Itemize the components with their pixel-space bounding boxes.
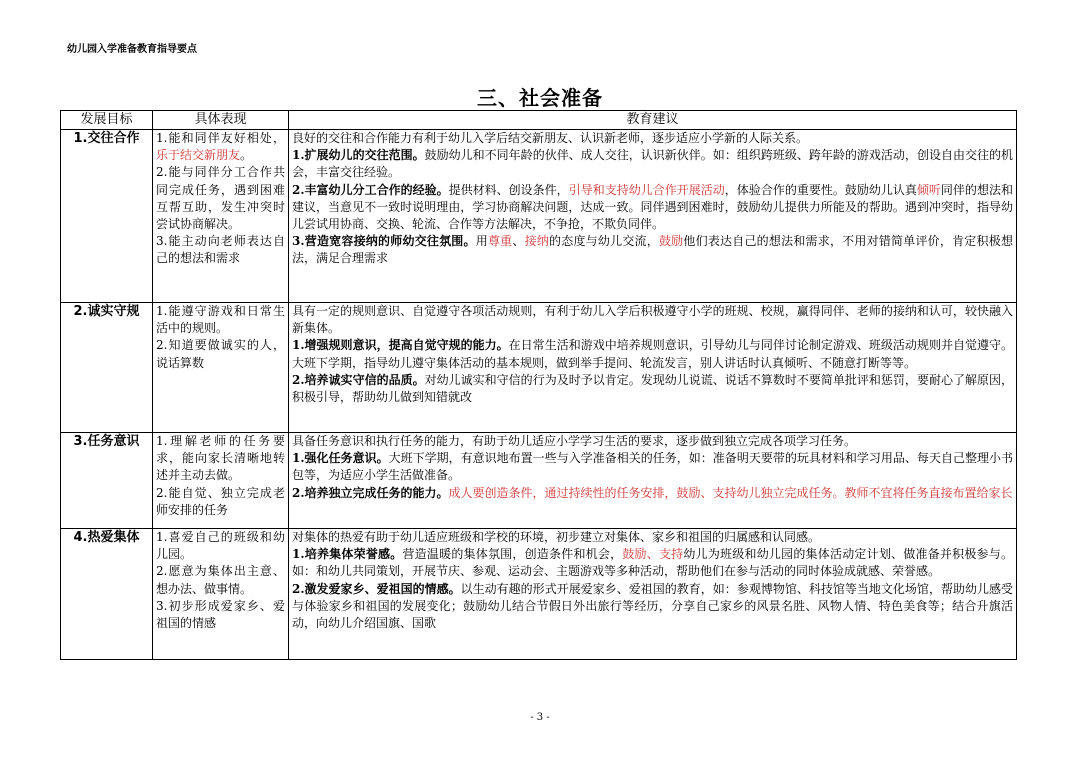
performance-item: 3.初步形成爱家乡、爱祖国的情感 — [156, 598, 285, 631]
column-header-performance: 具体表现 — [153, 111, 289, 130]
advice-item: 1.强化任务意识。大班下学期，有意识地布置一些与入学准备相关的任务，如：准备明天要带的玩具材料和学习用品、每天自己整理小书包等，为适应小学生活做准备。 — [292, 451, 1013, 483]
goal-cell: 1.交往合作 — [61, 130, 153, 303]
advice-item: 1.扩展幼儿的交往范围。鼓励幼儿和不同年龄的伙伴、成人交往，认识新伙伴。如：组织跨班级、跨年龄的游戏活动，创设自由交往的机会，丰富交往经验。 — [292, 148, 1013, 180]
performance-item: 1.能和同伴友好相处，乐于结交新朋友。 — [156, 131, 285, 163]
performance-item: 1.理解老师的任务要求，能向家长清晰地转述并主动去做。 — [156, 434, 285, 483]
advice-cell — [289, 130, 1017, 303]
table-row — [61, 433, 1017, 529]
performance-item: 1.喜爱自己的班级和幼儿园。 — [156, 530, 285, 562]
performance-item: 2.能自觉、独立完成老师安排的任务 — [156, 485, 285, 517]
table-row — [61, 529, 1017, 660]
advice-item: 3.营造宽容接纳的师幼交往氛围。用尊重、接纳的态度与幼儿交流，鼓励他们表达自己的想法和需求，不用对错简单评价，肯定积极想法，满足合理需求 — [292, 234, 1013, 266]
column-header-goal: 发展目标 — [61, 111, 153, 130]
advice-intro: 良好的交往和合作能力有利于幼儿入学后结交新朋友、认识新老师，逐步适应小学新的人际关系。 — [292, 131, 809, 145]
advice-item: 2.培养独立完成任务的能力。成人要创造条件，通过持续性的任务安排，鼓励、支持幼儿独立完成任务。教师不宜将任务直接布置给家长 — [292, 485, 1013, 500]
performance-cell — [153, 529, 289, 660]
advice-item: 1.培养集体荣誉感。营造温暖的集体氛围，创造条件和机会，鼓励、支持幼儿为班级和幼儿园的集体活动定计划、做准备并积极参与。如：和幼儿共同策划，开展节庆、参观、运动会、主题游戏等多种活动，帮助他们在参与活动的同时体验成就感、荣誉感。 — [292, 547, 1013, 579]
table-header-row — [61, 111, 1017, 130]
performance-item: 2.能与同伴分工合作共同完成任务，遇到困难互帮互助，发生冲突时尝试协商解决。 — [156, 165, 285, 232]
advice-item: 2.激发爱家乡、爱祖国的情感。以生动有趣的形式开展爱家乡、爱祖国的教育，如：参观博物馆、科技馆等当地文化场馆，帮助幼儿感受与体验家乡和祖国的发展变化；鼓励幼儿结合节假日外出旅行等经历，分享自己家乡的风景名胜、风物人情、特色美食等；结合升旗活动，向幼儿介绍国旗、国歌 — [292, 581, 1013, 631]
advice-cell — [289, 529, 1017, 660]
advice-item: 2.培养诚实守信的品质。对幼儿诚实和守信的行为及时予以肯定。发现幼儿说谎、说话不算数时不要简单批评和惩罚，要耐心了解原因，积极引导，帮助幼儿做到知错就改 — [292, 372, 1013, 405]
performance-item: 3.能主动向老师表达自己的想法和需求 — [156, 234, 285, 266]
goal-cell: 2.诚实守规 — [61, 303, 153, 433]
advice-item: 2.丰富幼儿分工合作的经验。提供材料、创设条件，引导和支持幼儿合作开展活动，体验合作的重要性。鼓励幼儿认真倾听同伴的想法和建议，当意见不一致时说明理由，学习协商解决问题，达成一致。同伴遇到困难时，鼓励幼儿提供力所能及的帮助。遇到冲突时，指导幼儿尝试用协商、交换、轮流、合作等方法解决，不争抢，不欺负同伴。 — [292, 182, 1013, 232]
performance-cell — [153, 303, 289, 433]
performance-item: 2.知道要做诚实的人，说话算数 — [156, 338, 285, 370]
column-header-advice: 教育建议 — [289, 111, 1017, 130]
page-header: 幼儿园入学准备教育指导要点 — [67, 44, 197, 55]
performance-item: 2.愿意为集体出主意、想办法、做事情。 — [156, 564, 285, 596]
page-number: - 3 - — [530, 712, 550, 723]
advice-cell — [289, 433, 1017, 529]
section-title: 三、社会准备 — [477, 86, 603, 110]
advice-intro: 对集体的热爱有助于幼儿适应班级和学校的环境，初步建立对集体、家乡和祖国的归属感和认同感。 — [292, 530, 821, 544]
advice-intro: 具备任务意识和执行任务的能力，有助于幼儿适应小学学习生活的要求，逐步做到独立完成各项学习任务。 — [292, 434, 857, 448]
performance-item: 1.能遵守游戏和日常生活中的规则。 — [156, 304, 285, 336]
goal-cell: 4.热爱集体 — [61, 529, 153, 660]
goal-cell: 3.任务意识 — [61, 433, 153, 529]
advice-intro: 具有一定的规则意识、自觉遵守各项活动规则，有利于幼儿入学后积极遵守小学的班规、校规，赢得同伴、老师的接纳和认可，较快融入新集体。 — [292, 304, 1013, 336]
table-row — [61, 303, 1017, 433]
advice-item: 1.增强规则意识，提高自觉守规的能力。在日常生活和游戏中培养规则意识，引导幼儿与同伴讨论制定游戏、班级活动规则并自觉遵守。大班下学期，指导幼儿遵守集体活动的基本规则，做到举手提问、轮流发言，别人讲话时认真倾听、不随意打断等等。 — [292, 338, 1013, 370]
guidance-table — [60, 110, 1017, 660]
performance-cell — [153, 433, 289, 529]
advice-cell — [289, 303, 1017, 433]
performance-cell — [153, 130, 289, 303]
table-row — [61, 130, 1017, 303]
